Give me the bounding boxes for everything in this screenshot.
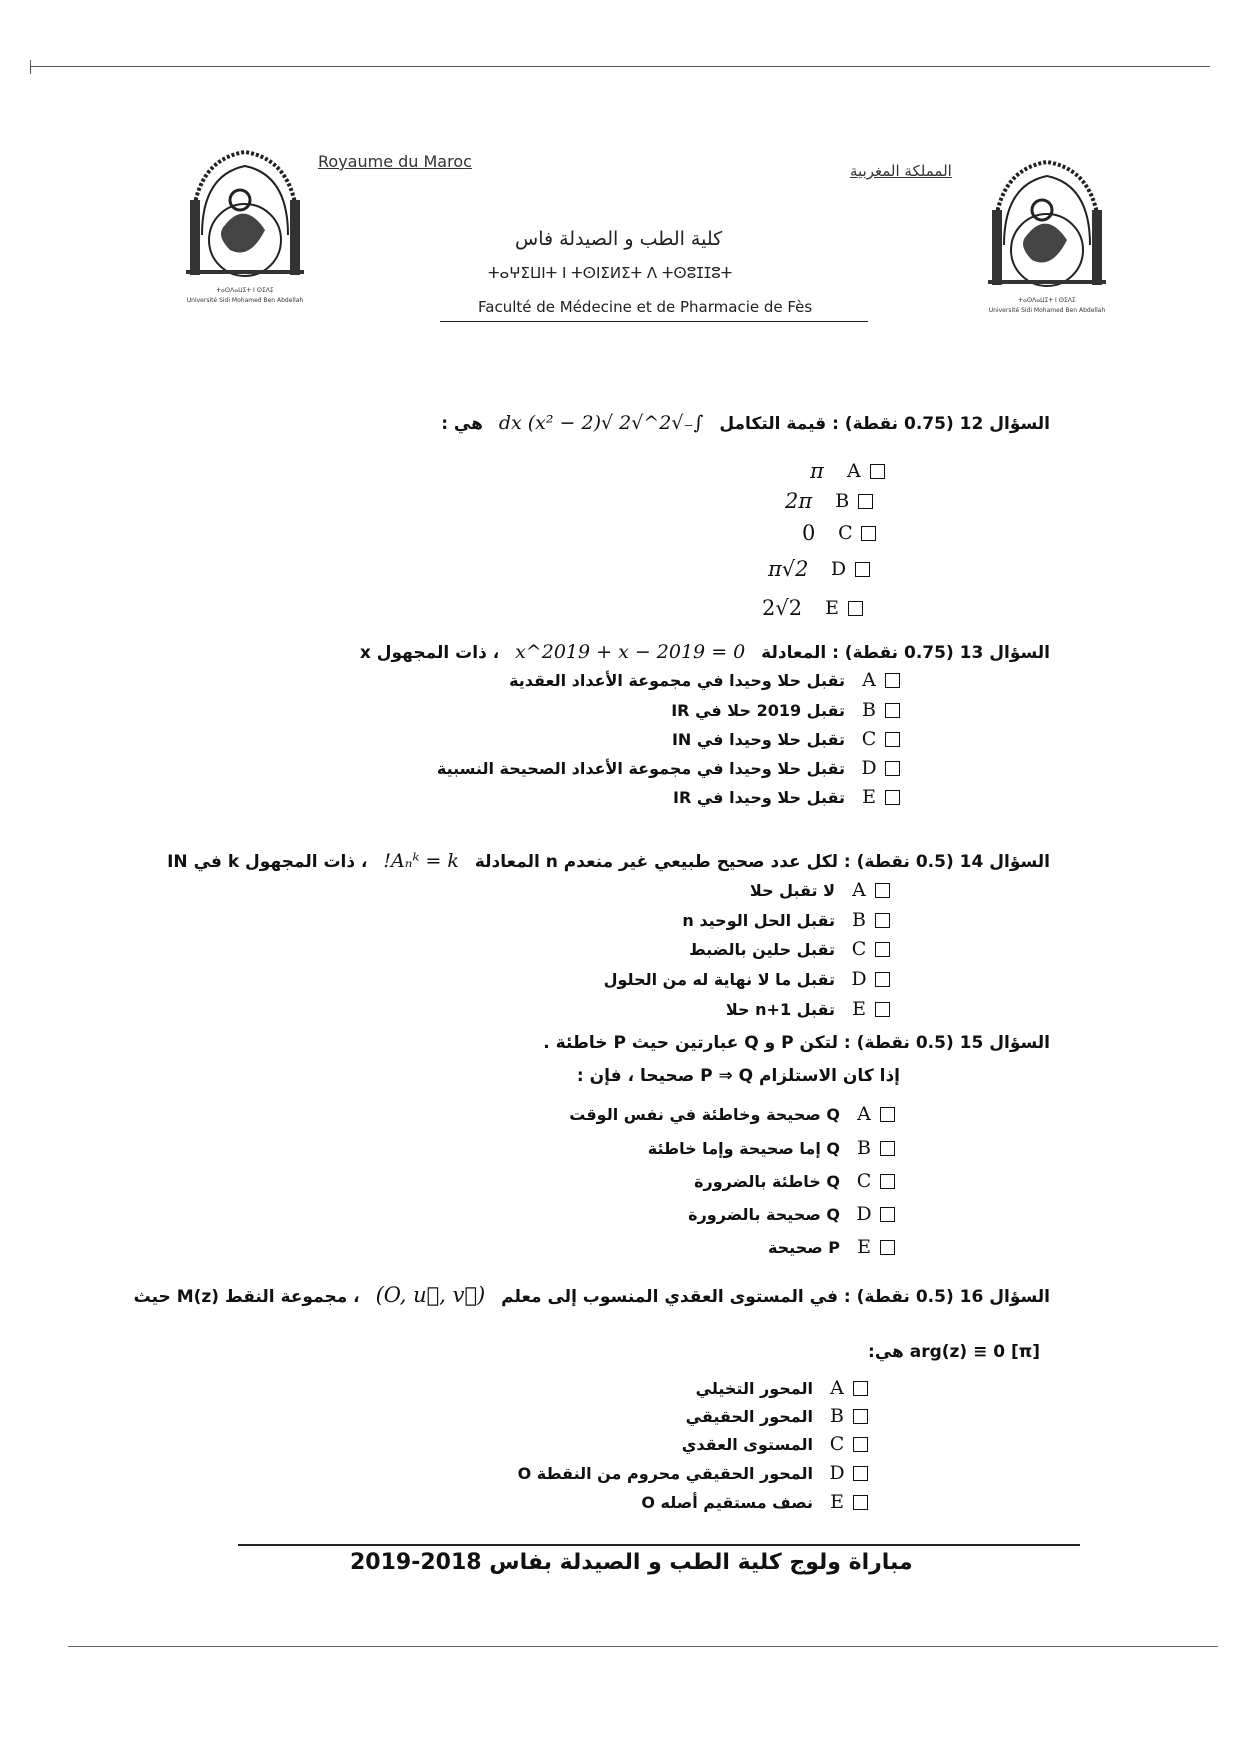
option-15-c[interactable] bbox=[694, 1167, 895, 1195]
option-16-a-letter: A bbox=[830, 1377, 844, 1399]
top-border-line bbox=[30, 66, 1210, 67]
option-15-c-letter: C bbox=[856, 1170, 872, 1192]
question-15-line2: إذا كان الاستلزام P ⇒ Q صحيحا ، فإن : bbox=[576, 1066, 900, 1086]
option-13-e[interactable] bbox=[673, 783, 900, 811]
question-14-stem bbox=[167, 850, 1050, 872]
question-16-tail: ، مجموعة النقط M(z) حيث bbox=[133, 1287, 360, 1307]
option-16-d-text: المحور الحقيقي محروم من النقطة O bbox=[517, 1463, 813, 1483]
faculty-name-fr: Faculté de Médecine et de Pharmacie de Fès bbox=[478, 298, 813, 316]
checkbox-16-a[interactable] bbox=[853, 1381, 868, 1396]
checkbox-14-b[interactable] bbox=[875, 913, 890, 928]
option-16-c[interactable] bbox=[682, 1430, 868, 1458]
checkbox-16-d[interactable] bbox=[853, 1466, 868, 1481]
option-16-e-letter: E bbox=[830, 1491, 844, 1513]
option-15-a-letter: A bbox=[857, 1103, 871, 1125]
option-16-c-letter: C bbox=[829, 1433, 845, 1455]
checkbox-15-c[interactable] bbox=[880, 1174, 895, 1189]
country-name-ar: المملكة المغربية bbox=[850, 162, 952, 180]
option-15-c-text: Q خاطئة بالضرورة bbox=[694, 1171, 840, 1191]
country-name-fr: Royaume du Maroc bbox=[318, 152, 472, 171]
question-14-label: السؤال 14 (0.5 نقطة) : لكل عدد صحيح طبيعي غير منعدم n المعادلة bbox=[474, 852, 1050, 872]
bottom-border-line bbox=[68, 1646, 1218, 1647]
question-12-tail: هي : bbox=[441, 414, 483, 434]
checkbox-13-b[interactable] bbox=[885, 703, 900, 718]
option-12-b[interactable] bbox=[785, 487, 873, 515]
option-13-d[interactable] bbox=[437, 754, 900, 782]
option-15-d[interactable] bbox=[688, 1200, 895, 1228]
left-border-mark bbox=[30, 60, 31, 74]
option-16-b-letter: B bbox=[830, 1405, 844, 1427]
checkbox-12-c[interactable] bbox=[861, 526, 876, 541]
option-13-d-letter: D bbox=[861, 757, 877, 779]
option-14-b-text: تقبل الحل الوحيد n bbox=[682, 910, 835, 930]
option-14-e-letter: E bbox=[852, 998, 866, 1020]
checkbox-13-e[interactable] bbox=[885, 790, 900, 805]
option-12-d-letter: D bbox=[830, 558, 847, 580]
option-12-d[interactable] bbox=[768, 555, 870, 583]
option-16-d[interactable] bbox=[518, 1459, 868, 1487]
option-16-b[interactable] bbox=[686, 1402, 868, 1430]
option-15-a[interactable] bbox=[569, 1100, 895, 1128]
question-15-label: السؤال 15 (0.5 نقطة) : لتكن P و Q عبارتين حيث P خاطئة . bbox=[543, 1033, 1050, 1053]
option-13-a-letter: A bbox=[862, 669, 876, 691]
option-12-e-text: 2√2 bbox=[762, 596, 803, 620]
option-14-a[interactable] bbox=[750, 876, 890, 904]
footer-rule bbox=[238, 1544, 1080, 1546]
option-14-c[interactable] bbox=[689, 935, 890, 963]
option-12-b-text: 2π bbox=[785, 489, 813, 513]
option-12-d-text: π√2 bbox=[768, 557, 809, 581]
checkbox-12-a[interactable] bbox=[870, 464, 885, 479]
option-13-a[interactable] bbox=[509, 666, 900, 694]
question-15-stem bbox=[543, 1033, 1050, 1053]
option-14-c-letter: C bbox=[851, 938, 867, 960]
option-13-c-letter: C bbox=[861, 728, 877, 750]
option-13-d-text: تقبل حلا وحيدا في مجموعة الأعداد الصحيحة النسبية bbox=[436, 758, 845, 778]
question-16-label: السؤال 16 (0.5 نقطة) : في المستوى العقدي المنسوب إلى معلم bbox=[501, 1287, 1050, 1307]
svg-text:Université Sidi Mohamed Ben Ab: Université Sidi Mohamed Ben Abdellah bbox=[186, 297, 304, 304]
option-15-e[interactable] bbox=[768, 1233, 895, 1261]
option-12-a[interactable] bbox=[810, 457, 885, 485]
checkbox-16-e[interactable] bbox=[853, 1495, 868, 1510]
option-12-c-letter: C bbox=[838, 522, 853, 544]
option-15-e-text: P صحيحة bbox=[767, 1237, 840, 1257]
checkbox-15-e[interactable] bbox=[880, 1240, 895, 1255]
question-13-stem bbox=[360, 641, 1050, 663]
option-14-a-text: لا تقبل حلا bbox=[749, 880, 835, 900]
university-logo-left bbox=[180, 140, 310, 320]
option-13-b[interactable] bbox=[671, 696, 900, 724]
faculty-name-ar: كلية الطب و الصيدلة فاس bbox=[515, 228, 723, 250]
option-15-b-letter: B bbox=[857, 1137, 871, 1159]
option-16-a-text: المحور التخيلي bbox=[695, 1378, 813, 1398]
option-12-c[interactable] bbox=[802, 519, 876, 547]
option-13-b-text: تقبل 2019 حلا في IR bbox=[671, 700, 845, 720]
option-13-e-letter: E bbox=[862, 786, 876, 808]
option-14-d-text: تقبل ما لا نهاية له من الحلول bbox=[603, 969, 835, 989]
question-13-tail: ، ذات المجهول x bbox=[359, 643, 500, 663]
checkbox-15-a[interactable] bbox=[880, 1107, 895, 1122]
checkbox-16-c[interactable] bbox=[853, 1437, 868, 1452]
svg-text:ⵜⴰⵙⴷⴰⵡⵉⵜ ⵏ ⵙⵉⴷⵉ: ⵜⴰⵙⴷⴰⵡⵉⵜ ⵏ ⵙⵉⴷⵉ bbox=[1018, 297, 1076, 304]
option-12-a-text: π bbox=[810, 459, 824, 483]
option-13-c[interactable] bbox=[672, 725, 900, 753]
checkbox-13-d[interactable] bbox=[885, 761, 900, 776]
question-12-stem bbox=[441, 412, 1050, 434]
checkbox-13-c[interactable] bbox=[885, 732, 900, 747]
checkbox-12-e[interactable] bbox=[848, 601, 863, 616]
checkbox-14-a[interactable] bbox=[875, 883, 890, 898]
svg-text:Université Sidi Mohamed Ben Ab: Université Sidi Mohamed Ben Abdellah bbox=[988, 307, 1106, 314]
option-16-b-text: المحور الحقيقي bbox=[685, 1406, 813, 1426]
question-12-label: السؤال 12 (0.75 نقطة) : قيمة التكامل bbox=[719, 414, 1050, 434]
option-15-b[interactable] bbox=[648, 1134, 895, 1162]
question-13-math: x^2019 + x − 2019 = 0 bbox=[515, 641, 746, 663]
question-16-math: (O, u⃗, v⃗) bbox=[375, 1283, 486, 1307]
option-12-c-text: 0 bbox=[802, 521, 816, 545]
option-13-e-text: تقبل حلا وحيدا في IR bbox=[673, 787, 845, 807]
option-15-d-letter: D bbox=[856, 1203, 872, 1225]
option-16-c-text: المستوى العقدي bbox=[681, 1434, 813, 1454]
question-14-math: Aₙᵏ = k! bbox=[383, 850, 459, 872]
question-16-stem bbox=[134, 1283, 1050, 1307]
question-12-math: ∫₋√2^√2 √(2 − x²) dx bbox=[498, 412, 704, 434]
option-12-b-letter: B bbox=[835, 490, 850, 512]
checkbox-12-d[interactable] bbox=[855, 562, 870, 577]
option-16-e-text: نصف مستقيم أصله O bbox=[641, 1492, 813, 1512]
option-14-e[interactable] bbox=[726, 995, 890, 1023]
option-13-a-text: تقبل حلا وحيدا في مجموعة الأعداد العقدية bbox=[509, 670, 845, 690]
option-15-d-text: Q صحيحة بالضرورة bbox=[688, 1204, 840, 1224]
option-13-b-letter: B bbox=[862, 699, 876, 721]
question-13-label: السؤال 13 (0.75 نقطة) : المعادلة bbox=[761, 643, 1050, 663]
option-14-d[interactable] bbox=[604, 965, 890, 993]
option-14-b-letter: B bbox=[852, 909, 866, 931]
option-12-e-letter: E bbox=[825, 597, 840, 619]
checkbox-14-e[interactable] bbox=[875, 1002, 890, 1017]
checkbox-12-b[interactable] bbox=[858, 494, 873, 509]
option-15-b-text: Q إما صحيحة وإما خاطئة bbox=[647, 1138, 840, 1158]
option-12-e[interactable] bbox=[762, 594, 863, 622]
faculty-name-tifinagh: ⵜⴰⵖⵉⵡⵏⵜ ⵏ ⵜⵙⵏⵉⵍⵉⵜ ⴷ ⵜⵙⵓⵊⵊⵓⵜ bbox=[488, 264, 733, 282]
checkbox-16-b[interactable] bbox=[853, 1409, 868, 1424]
checkbox-14-d[interactable] bbox=[875, 972, 890, 987]
option-16-e[interactable] bbox=[641, 1488, 868, 1516]
option-15-e-letter: E bbox=[857, 1236, 871, 1258]
header-underline bbox=[440, 321, 868, 322]
option-14-e-text: تقبل n+1 حلا bbox=[725, 999, 835, 1019]
university-logo-right bbox=[982, 150, 1112, 330]
option-12-a-letter: A bbox=[846, 460, 861, 482]
svg-text:ⵜⴰⵙⴷⴰⵡⵉⵜ ⵏ ⵙⵉⴷⵉ: ⵜⴰⵙⴷⴰⵡⵉⵜ ⵏ ⵙⵉⴷⵉ bbox=[216, 287, 274, 294]
checkbox-15-d[interactable] bbox=[880, 1207, 895, 1222]
question-16-line2: arg(z) ≡ 0 [π] هي: bbox=[868, 1342, 1040, 1362]
exam-footer-title: مباراة ولوج كلية الطب و الصيدلة بفاس 2018-2019 bbox=[350, 1550, 913, 1575]
checkbox-13-a[interactable] bbox=[885, 673, 900, 688]
option-15-a-text: Q صحيحة وخاطئة في نفس الوقت bbox=[569, 1104, 840, 1124]
option-16-a[interactable] bbox=[696, 1374, 868, 1402]
option-14-c-text: تقبل حلين بالضبط bbox=[689, 939, 835, 959]
checkbox-14-c[interactable] bbox=[875, 942, 890, 957]
option-14-b[interactable] bbox=[682, 906, 890, 934]
option-14-d-letter: D bbox=[851, 968, 867, 990]
checkbox-15-b[interactable] bbox=[880, 1141, 895, 1156]
question-14-tail: ، ذات المجهول k في IN bbox=[167, 852, 368, 872]
option-13-c-text: تقبل حلا وحيدا في IN bbox=[671, 729, 845, 749]
option-16-d-letter: D bbox=[829, 1462, 845, 1484]
option-14-a-letter: A bbox=[852, 879, 866, 901]
